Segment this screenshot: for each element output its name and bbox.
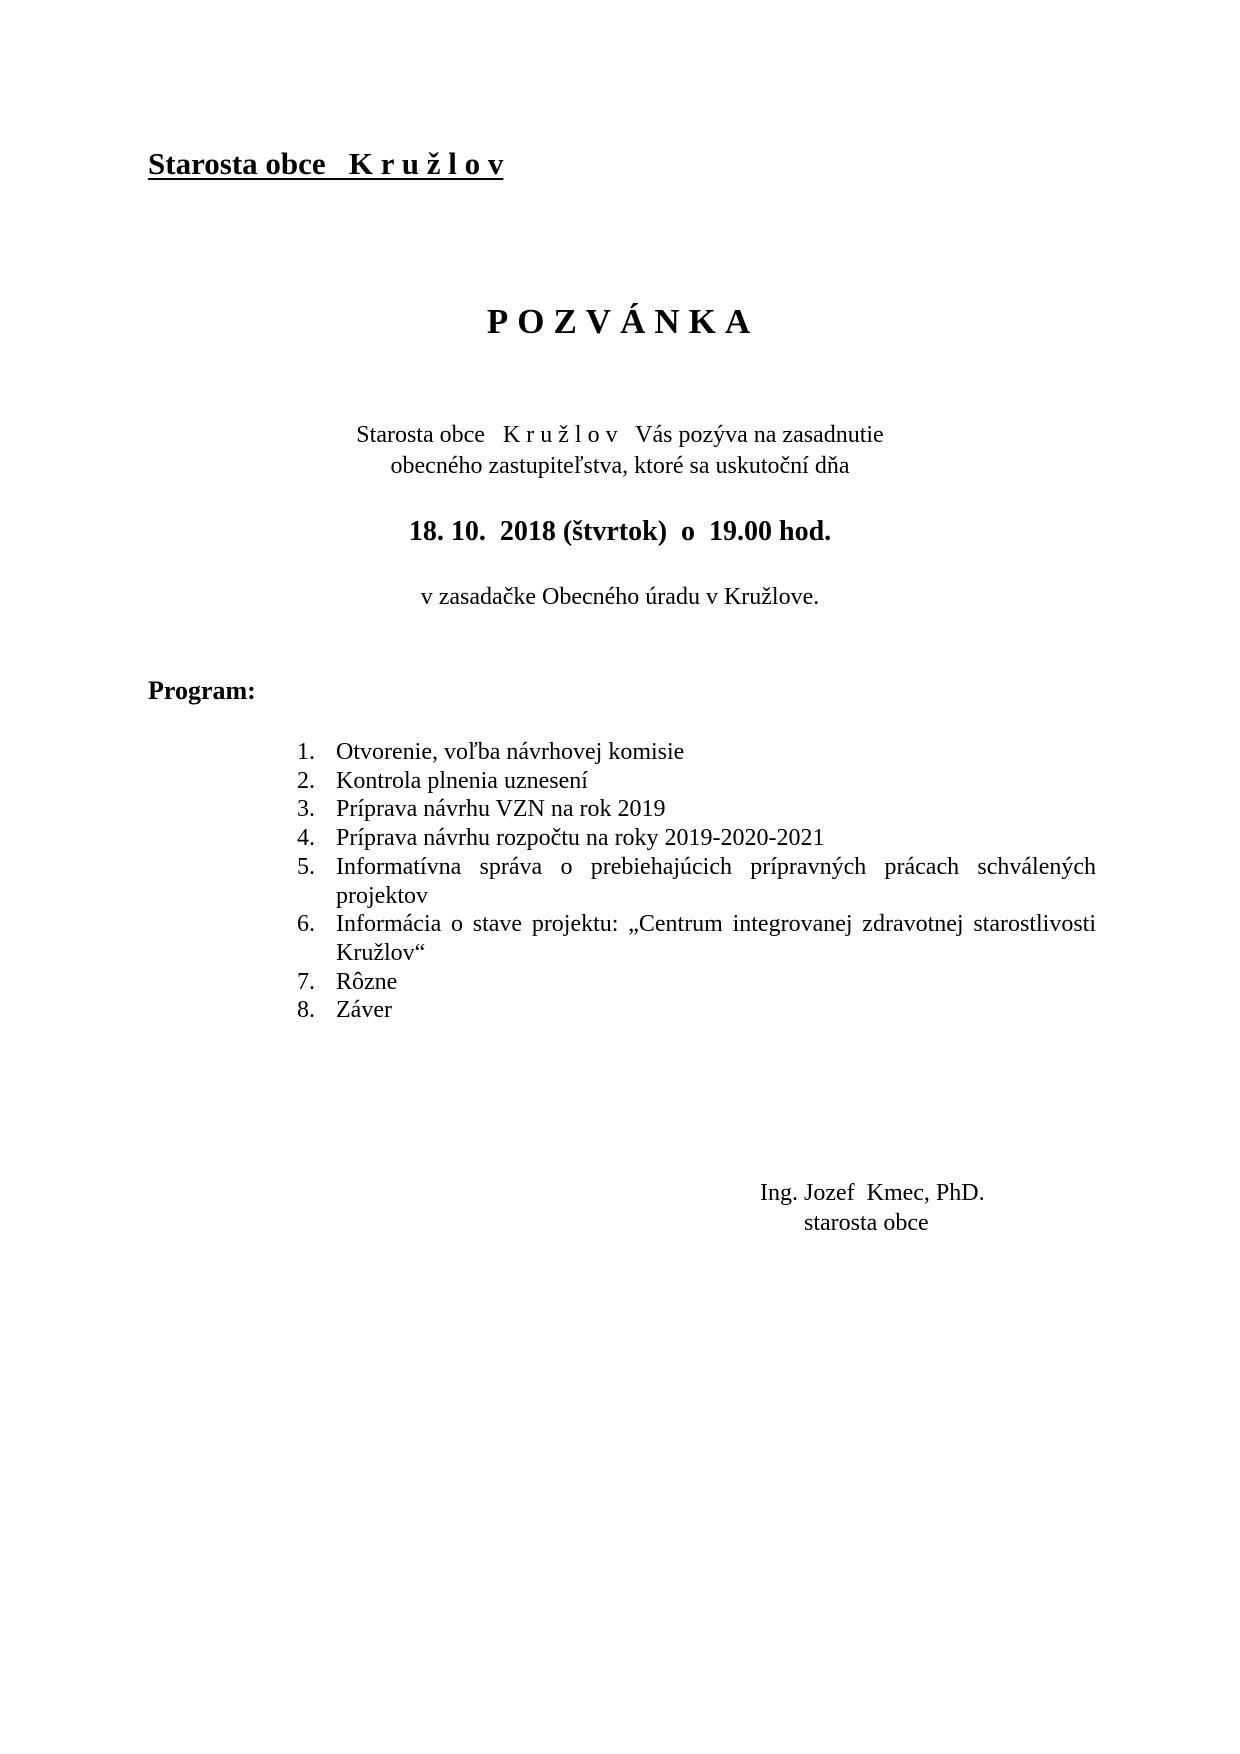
agenda-item-text: Príprava návrhu VZN na rok 2019 <box>336 796 666 823</box>
agenda-item-number: 1. <box>297 739 315 765</box>
agenda-item-number: 8. <box>297 997 315 1024</box>
agenda-item-text: Otvorenie, voľba návrhovej komisie <box>336 739 685 765</box>
agenda-item-text: Príprava návrhu rozpočtu na roky 2019-2020-2021 <box>336 825 825 852</box>
agenda-list <box>290 738 1096 1025</box>
program-label: Program: <box>148 676 256 705</box>
agenda-item-text: Kontrola plnenia uznesení <box>336 767 588 794</box>
document-title: POZVÁNKA <box>486 302 760 341</box>
agenda-item-number: 2. <box>297 767 315 794</box>
agenda-item-number: 5. <box>297 853 315 880</box>
signature-block <box>760 1178 985 1238</box>
agenda-item-number: 7. <box>297 968 315 995</box>
agenda-item <box>290 824 1096 853</box>
invitation-line-2: obecného zastupiteľstva, ktoré sa uskutoční dňa <box>390 453 850 479</box>
meeting-datetime: 18. 10. 2018 (štvrtok) o 19.00 hod. <box>408 516 832 547</box>
agenda-item <box>290 767 1096 796</box>
signatory-name: Ing. Jozef Kmec, PhD. <box>760 1180 985 1206</box>
agenda-item-number: 6. <box>297 911 315 938</box>
document-header: Starosta obce K r u ž l o v <box>148 146 504 181</box>
agenda-item-number: 3. <box>297 796 315 823</box>
agenda-item <box>290 968 1096 997</box>
signatory-role: starosta obce <box>804 1210 929 1236</box>
agenda-item-number: 4. <box>297 825 315 852</box>
agenda-item <box>290 910 1096 967</box>
agenda-item <box>290 795 1096 824</box>
invitation-line-1: Starosta obce K r u ž l o v Vás pozýva na zasadnutie <box>356 422 884 448</box>
agenda-item-text: Záver <box>336 997 392 1024</box>
agenda-item-text: Rôzne <box>336 968 398 995</box>
agenda-item-text: Informatívna správa o prebiehajúcich prípravných prácach schválených projektov <box>336 853 1096 909</box>
agenda-item <box>290 853 1096 910</box>
agenda-item <box>290 738 1096 767</box>
meeting-place: v zasadačke Obecného úradu v Kružlove. <box>420 584 820 610</box>
agenda-item <box>290 996 1096 1025</box>
invitation-text <box>0 420 1240 482</box>
agenda-item-text: Informácia o stave projektu: „Centrum integrovanej zdravotnej starostlivosti Kružlov“ <box>336 911 1096 966</box>
